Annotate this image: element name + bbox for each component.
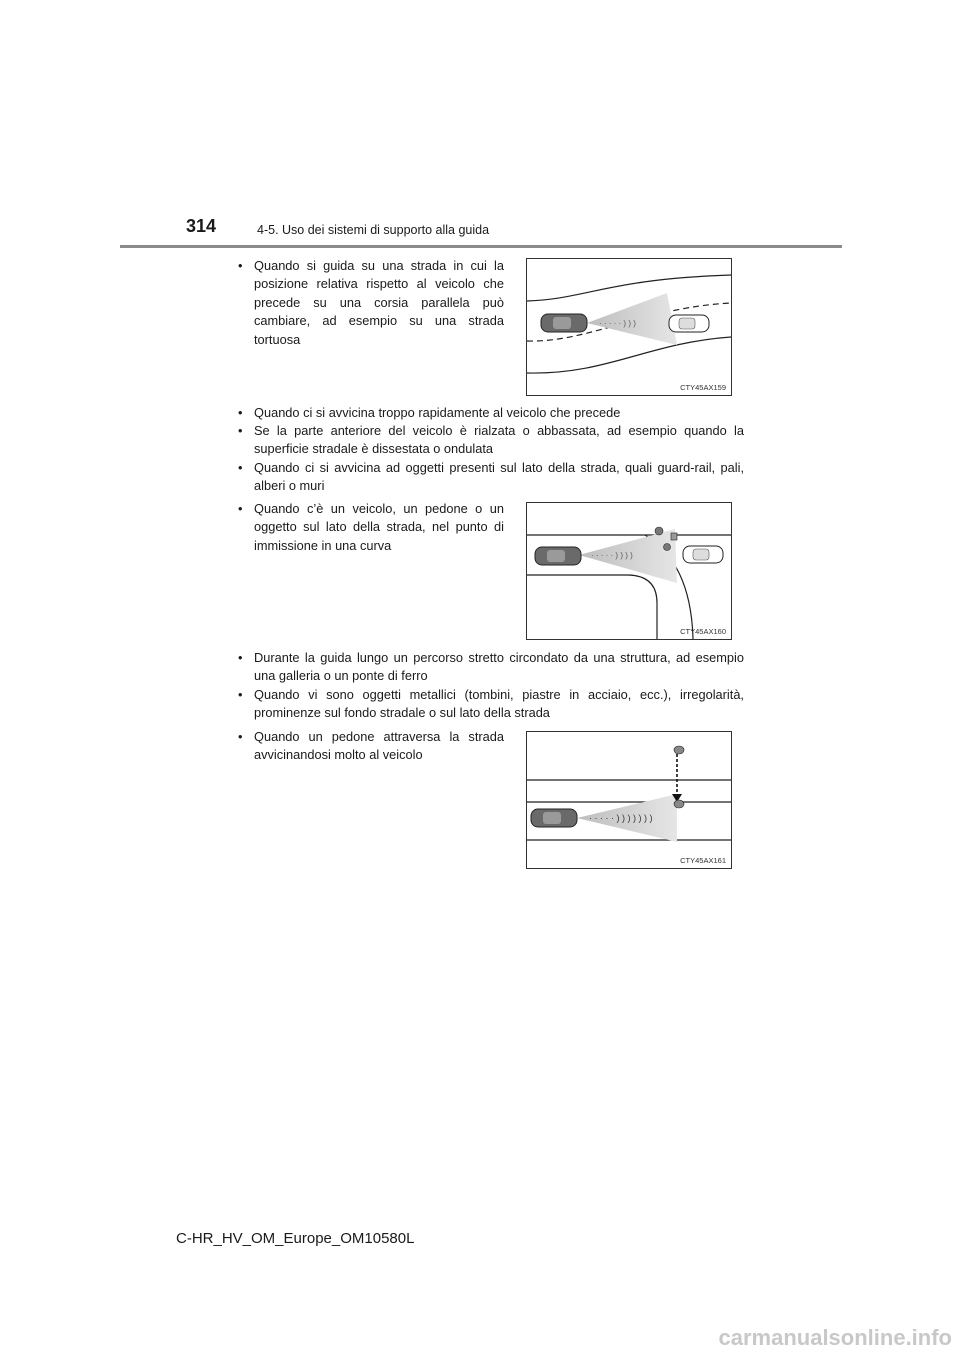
radar-wave-icon: [599, 319, 636, 328]
preceding-car-icon: [683, 546, 723, 563]
pedestrian-crossing-illustration: [527, 732, 731, 868]
page-number: 314: [186, 216, 217, 236]
figure-code: CTY45AX159: [680, 383, 726, 392]
bullet-pedestrian-crossing: • Quando un pedone attraversa la strada avvicinandosi molto al veicolo: [236, 728, 504, 765]
figure-code: CTY45AX161: [680, 856, 726, 865]
bullet-metal-objects: • Quando vi sono oggetti metallici (tombini, piastre in acciaio, ecc.), irregolarità, prominenze sul fondo stradale o sul lato della strada: [236, 686, 744, 723]
figure-code: CTY45AX160: [680, 627, 726, 636]
curve-entry-illustration: [527, 503, 731, 639]
bullet-approaching-fast: • Quando ci si avvicina troppo rapidamente al veicolo che precede: [236, 404, 744, 422]
own-car-icon: [531, 809, 577, 827]
own-car-icon: [535, 547, 581, 565]
svg-text:· · · · · ) ) ): · · · · · ) ) ): [599, 319, 636, 328]
winding-road-illustration: [527, 259, 731, 395]
bullet-narrow-structure: • Durante la guida lungo un percorso stretto circondato da una struttura, ad esempio una galleria o un ponte di ferro: [236, 649, 744, 686]
preceding-car-icon: [669, 315, 709, 332]
svg-text:· · · · · ) ) ) ): · · · · · ) ) ) ): [591, 551, 633, 560]
svg-text:· · · · · ) ) ) ) ) ) ): · · · · · ) ) ) ) ) ) ): [589, 813, 653, 823]
bullet-curve-entry: • Quando c’è un veicolo, un pedone o un oggetto sul lato della strada, nel punto di immissione in una curva: [236, 500, 504, 555]
header-rule: [120, 245, 842, 248]
document-code-footer: C-HR_HV_OM_Europe_OM10580L: [176, 1230, 415, 1247]
figure-curve-entry: [526, 502, 732, 640]
own-car-icon: [541, 314, 587, 332]
section-title: 4-5. Uso dei sistemi di supporto alla guida: [257, 223, 490, 237]
figure-pedestrian-crossing: [526, 731, 732, 869]
bullet-roadside-objects: • Quando ci si avvicina ad oggetti presenti sul lato della strada, quali guard-rail, pali, alberi o muri: [236, 459, 744, 496]
radar-wave-icon: [591, 551, 633, 560]
figure-winding-road: [526, 258, 732, 396]
radar-wave-icon: [589, 813, 652, 823]
bullet-front-raised: • Se la parte anteriore del veicolo è rialzata o abbassata, ad esempio quando la superficie stradale è dissestata o ondulata: [236, 422, 744, 459]
bullet-winding-road: • Quando si guida su una strada in cui la posizione relativa rispetto al veicolo che precede su una corsia parallela può cambiare, ad esempio su una strada tortuosa: [236, 257, 504, 349]
watermark: carmanualsonline.info: [718, 1325, 952, 1350]
